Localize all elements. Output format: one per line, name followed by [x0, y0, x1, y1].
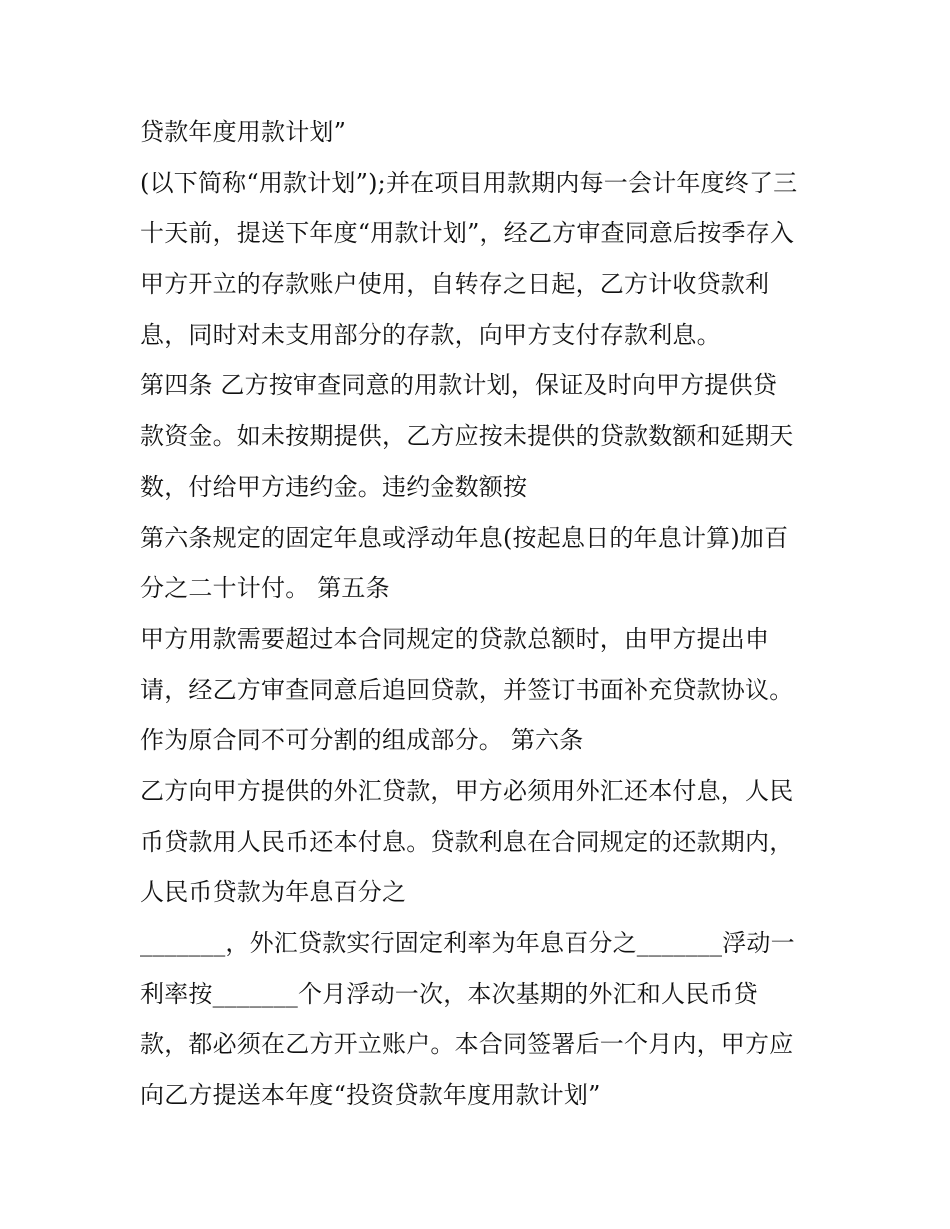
text-line: 甲方用款需要超过本合同规定的贷款总额时，由甲方提出申 — [140, 624, 770, 653]
text-line: 第六条规定的固定年息或浮动年息(按起息日的年息计算)加百 — [140, 523, 789, 552]
text-line: 利率按_______个月浮动一次，本次基期的外汇和人民币贷 — [140, 979, 758, 1008]
document-body — [140, 107, 820, 1121]
text-line: 向乙方提送本年度“投资贷款年度用款计划” — [140, 1081, 601, 1110]
text-line: 息，同时对未支用部分的存款，向甲方支付存款利息。 — [140, 320, 721, 349]
text-line: 数，付给甲方违约金。违约金数额按 — [140, 472, 528, 501]
text-line: 乙方向甲方提供的外汇贷款，甲方必须用外汇还本付息，人民 — [140, 776, 794, 805]
text-line: 款，都必须在乙方开立账户。本合同签署后一个月内，甲方应 — [140, 1030, 794, 1059]
text-line: 款资金。如未按期提供，乙方应按未提供的贷款数额和延期天 — [140, 422, 794, 451]
text-line: 第四条 乙方按审查同意的用款计划，保证及时向甲方提供贷 — [140, 371, 778, 400]
text-line: 币贷款用人民币还本付息。贷款利息在合同规定的还款期内， — [140, 827, 794, 856]
text-line: 分之二十计付。 第五条 — [140, 574, 390, 603]
text-line: (以下简称“用款计划”);并在项目用款期内每一会计年度终了三 — [140, 168, 798, 197]
text-line: 十天前，提送下年度“用款计划”，经乙方审查同意后按季存入 — [140, 219, 795, 248]
text-line: 人民币贷款为年息百分之 — [140, 878, 407, 907]
text-line: _______，外汇贷款实行固定利率为年息百分之_______浮动一 — [140, 929, 795, 957]
text-line: 请，经乙方审查同意后追回贷款，并签订书面补充贷款协议。 — [140, 675, 794, 704]
text-line: 作为原合同不可分割的组成部分。 第六条 — [140, 726, 584, 755]
text-line: 贷款年度用款计划” — [140, 118, 347, 146]
text-line: 甲方开立的存款账户使用，自转存之日起，乙方计收贷款利 — [140, 270, 770, 299]
